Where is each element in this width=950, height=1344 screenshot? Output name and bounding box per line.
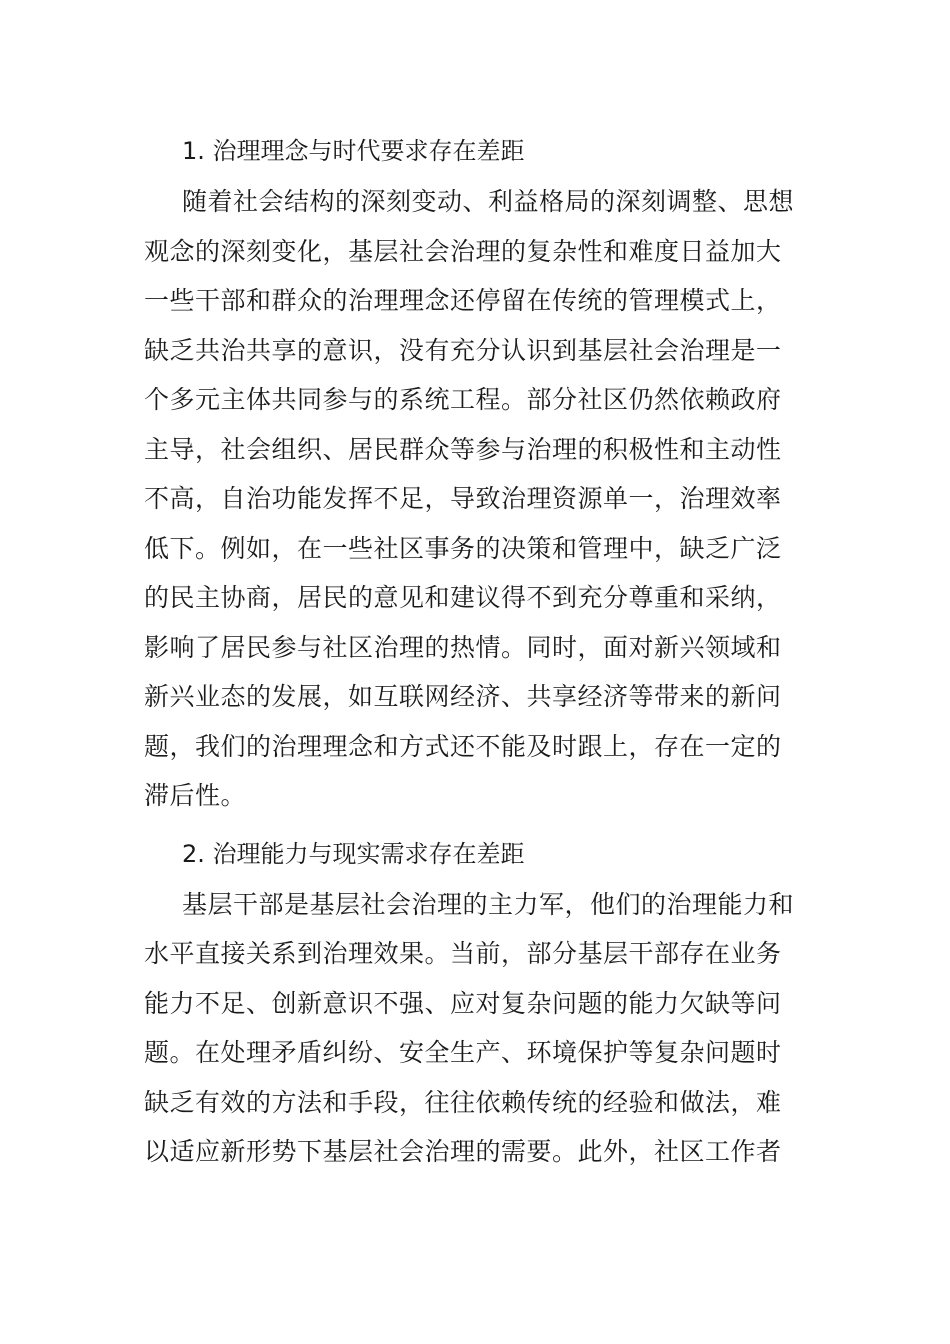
paragraph-line: 题，我们的治理理念和方式还不能及时跟上，存在一定的 xyxy=(144,731,782,761)
paragraph-line: 影响了居民参与社区治理的热情。同时，面对新兴领域和 xyxy=(144,632,782,662)
paragraph-line: 随着社会结构的深刻变动、利益格局的深刻调整、思想 xyxy=(182,187,795,216)
paragraph-line: 能力不足、创新意识不强、应对复杂问题的能力欠缺等问 xyxy=(144,988,782,1018)
paragraph-line: 缺乏共治共享的意识，没有充分认识到基层社会治理是一 xyxy=(144,335,782,365)
paragraph-line: 缺乏有效的方法和手段，往往依赖传统的经验和做法，难 xyxy=(144,1087,782,1117)
section-1-paragraph xyxy=(144,177,808,821)
section-2-heading: 2. 治理能力与现实需求存在差距 xyxy=(182,839,525,868)
paragraph-line: 主导，社会组织、居民群众等参与治理的积极性和主动性 xyxy=(144,434,782,464)
paragraph-line: 题。在处理矛盾纠纷、安全生产、环境保护等复杂问题时 xyxy=(144,1038,782,1067)
section-2-paragraph xyxy=(144,880,808,1177)
paragraph-line: 新兴业态的发展，如互联网经济、共享经济等带来的新问 xyxy=(144,682,782,711)
paragraph-line: 观念的深刻变化，基层社会治理的复杂性和难度日益加大 xyxy=(144,236,782,266)
paragraph-line: 基层干部是基层社会治理的主力军，他们的治理能力和 xyxy=(182,889,795,919)
paragraph-line: 一些干部和群众的治理理念还停留在传统的管理模式上， xyxy=(144,286,782,315)
paragraph-line: 不高，自治功能发挥不足，导致治理资源单一，治理效率 xyxy=(144,484,782,513)
paragraph-line: 以适应新形势下基层社会治理的需要。此外，社区工作者 xyxy=(144,1137,782,1166)
section-1-heading: 1. 治理理念与时代要求存在差距 xyxy=(182,137,525,165)
paragraph-line: 的民主协商，居民的意见和建议得不到充分尊重和采纳， xyxy=(144,583,782,612)
document-page xyxy=(144,128,808,1177)
paragraph-line: 水平直接关系到治理效果。当前，部分基层干部存在业务 xyxy=(144,939,782,968)
paragraph-line: 个多元主体共同参与的系统工程。部分社区仍然依赖政府 xyxy=(144,385,782,414)
paragraph-line: 滞后性。 xyxy=(144,781,247,810)
paragraph-line: 低下。例如，在一些社区事务的决策和管理中，缺乏广泛 xyxy=(144,533,782,563)
